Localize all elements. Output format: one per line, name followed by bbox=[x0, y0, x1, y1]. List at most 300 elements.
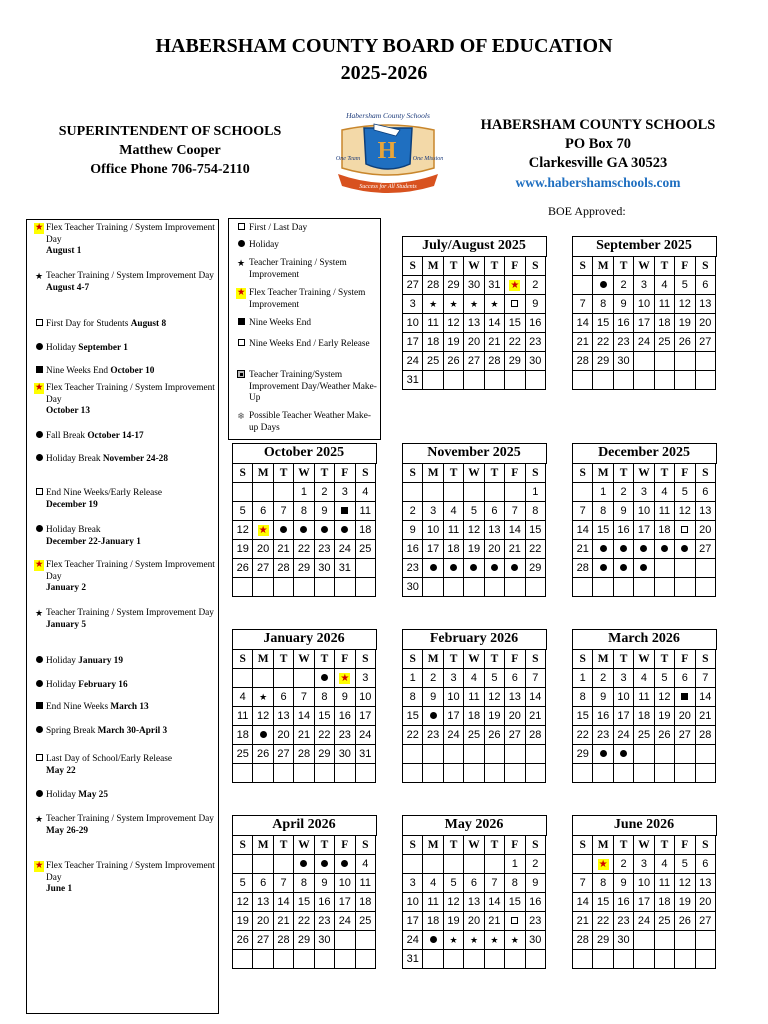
day-cell: 19 bbox=[675, 893, 695, 912]
day-cell bbox=[675, 931, 695, 950]
day-cell: 18 bbox=[355, 521, 375, 540]
dot-icon bbox=[620, 750, 627, 757]
month-calendar bbox=[232, 629, 376, 783]
day-cell bbox=[423, 483, 443, 502]
key-dates-panel bbox=[26, 219, 219, 1014]
month-calendar bbox=[572, 236, 716, 390]
key-date-text bbox=[46, 454, 215, 466]
day-cell bbox=[403, 483, 423, 502]
day-cell: 12 bbox=[233, 893, 253, 912]
day-cell bbox=[613, 540, 633, 559]
dot-icon bbox=[600, 545, 607, 552]
key-date-icon-slot bbox=[33, 271, 45, 284]
day-cell: 18 bbox=[654, 893, 674, 912]
day-cell bbox=[654, 540, 674, 559]
day-cell: 7 bbox=[525, 669, 545, 688]
day-cell bbox=[403, 745, 423, 764]
month-calendar bbox=[402, 443, 546, 597]
day-cell bbox=[525, 950, 545, 969]
day-cell: 21 bbox=[273, 912, 293, 931]
weekday-header: S bbox=[403, 836, 423, 855]
day-cell: 6 bbox=[505, 669, 525, 688]
day-cell: 3 bbox=[403, 295, 423, 314]
day-cell: 8 bbox=[294, 502, 314, 521]
weekday-header: S bbox=[573, 650, 593, 669]
day-cell bbox=[654, 559, 674, 578]
key-date-item bbox=[33, 656, 215, 668]
day-cell bbox=[423, 578, 443, 597]
day-cell: 3 bbox=[443, 669, 463, 688]
day-cell: 19 bbox=[464, 540, 484, 559]
month-title: November 2025 bbox=[427, 445, 521, 460]
weekday-header: S bbox=[525, 464, 545, 483]
legend-item bbox=[235, 318, 380, 330]
day-cell bbox=[294, 669, 314, 688]
day-cell bbox=[443, 764, 463, 783]
day-cell: 25 bbox=[654, 333, 674, 352]
day-cell bbox=[273, 855, 293, 874]
weekday-header: T bbox=[613, 650, 633, 669]
day-cell bbox=[675, 950, 695, 969]
legend-icon-slot bbox=[235, 370, 247, 383]
day-cell bbox=[253, 726, 273, 745]
day-cell: 20 bbox=[464, 912, 484, 931]
day-cell: 24 bbox=[355, 726, 375, 745]
key-date-icon-slot bbox=[33, 431, 45, 443]
key-date-text bbox=[46, 488, 215, 511]
day-cell bbox=[484, 855, 504, 874]
dot-icon bbox=[36, 726, 43, 733]
weekday-header: S bbox=[403, 650, 423, 669]
filled-square-icon bbox=[341, 507, 348, 514]
day-cell: 18 bbox=[443, 540, 463, 559]
day-cell bbox=[443, 745, 463, 764]
weekday-header: S bbox=[695, 650, 715, 669]
day-cell bbox=[695, 745, 715, 764]
day-cell: 5 bbox=[675, 276, 695, 295]
day-cell: 23 bbox=[335, 726, 355, 745]
logo-bottom-text: Success for All Students bbox=[359, 184, 417, 190]
weekday-header: F bbox=[505, 464, 525, 483]
day-cell bbox=[443, 559, 463, 578]
key-date-icon-slot bbox=[33, 560, 45, 572]
day-cell: 14 bbox=[695, 688, 715, 707]
day-cell: 30 bbox=[403, 578, 423, 597]
day-cell: 7 bbox=[484, 874, 504, 893]
key-date-text bbox=[46, 366, 215, 378]
day-cell: 10 bbox=[423, 521, 443, 540]
flex-star-icon: ★ bbox=[236, 288, 246, 298]
key-date-value: November 24-28 bbox=[102, 454, 168, 464]
day-cell bbox=[634, 578, 654, 597]
day-cell: 3 bbox=[335, 483, 355, 502]
day-cell bbox=[294, 578, 314, 597]
day-cell: 8 bbox=[505, 874, 525, 893]
day-cell: 15 bbox=[525, 521, 545, 540]
day-cell bbox=[314, 764, 334, 783]
day-cell: 25 bbox=[233, 745, 253, 764]
day-cell bbox=[634, 540, 654, 559]
weekday-header: T bbox=[484, 257, 504, 276]
key-date-description: Teacher Training / System Improvement Day bbox=[46, 814, 214, 824]
day-cell: 16 bbox=[403, 540, 423, 559]
dot-icon bbox=[260, 731, 267, 738]
day-cell bbox=[613, 764, 633, 783]
weekday-header: W bbox=[294, 464, 314, 483]
hollow-square-icon bbox=[511, 917, 518, 924]
day-cell bbox=[484, 295, 504, 314]
day-cell bbox=[443, 578, 463, 597]
day-cell: 16 bbox=[525, 314, 545, 333]
day-cell bbox=[355, 931, 375, 950]
key-date-text bbox=[46, 680, 215, 692]
day-cell: 28 bbox=[525, 726, 545, 745]
day-cell bbox=[443, 371, 463, 390]
day-cell: 5 bbox=[675, 483, 695, 502]
day-cell bbox=[423, 931, 443, 950]
day-cell bbox=[423, 371, 443, 390]
day-cell: 6 bbox=[695, 483, 715, 502]
legend-icon-slot bbox=[235, 411, 247, 424]
key-date-value: December 22-January 1 bbox=[46, 536, 141, 547]
day-cell bbox=[525, 745, 545, 764]
day-cell bbox=[505, 578, 525, 597]
website-link[interactable]: www.habershamschools.com bbox=[515, 175, 681, 190]
day-cell bbox=[253, 669, 273, 688]
day-cell: 6 bbox=[253, 502, 273, 521]
day-cell: 11 bbox=[233, 707, 253, 726]
weekday-header: W bbox=[634, 836, 654, 855]
key-date-value: October 14-17 bbox=[87, 431, 144, 441]
key-date-item bbox=[33, 319, 215, 331]
day-cell: 27 bbox=[403, 276, 423, 295]
day-cell bbox=[335, 950, 355, 969]
key-date-item bbox=[33, 454, 215, 466]
key-date-item bbox=[33, 814, 215, 837]
day-cell: 9 bbox=[613, 502, 633, 521]
dot-icon bbox=[640, 564, 647, 571]
day-cell: 15 bbox=[505, 893, 525, 912]
day-cell: 4 bbox=[654, 276, 674, 295]
day-cell: 2 bbox=[613, 276, 633, 295]
dot-icon bbox=[470, 564, 477, 571]
day-cell: 20 bbox=[253, 912, 273, 931]
dot-icon bbox=[36, 790, 43, 797]
day-cell bbox=[335, 855, 355, 874]
day-cell: 14 bbox=[294, 707, 314, 726]
day-cell bbox=[505, 745, 525, 764]
key-date-icon-slot bbox=[33, 680, 45, 692]
day-cell bbox=[464, 578, 484, 597]
dot-icon bbox=[321, 526, 328, 533]
dot-icon bbox=[600, 281, 607, 288]
dot-icon bbox=[280, 526, 287, 533]
key-date-item bbox=[33, 702, 215, 714]
weekday-header: W bbox=[634, 257, 654, 276]
day-cell: 1 bbox=[294, 483, 314, 502]
star-icon: ★ bbox=[259, 692, 268, 702]
day-cell: 16 bbox=[613, 314, 633, 333]
day-cell bbox=[273, 764, 293, 783]
legend-text: First / Last Day bbox=[249, 223, 308, 233]
key-date-value: June 1 bbox=[46, 884, 73, 894]
day-cell: 9 bbox=[613, 295, 633, 314]
key-date-description: Holiday bbox=[46, 656, 79, 666]
day-cell: 12 bbox=[675, 874, 695, 893]
weekday-header: S bbox=[355, 464, 375, 483]
day-cell: 15 bbox=[505, 314, 525, 333]
weekday-header: W bbox=[294, 836, 314, 855]
star-icon: ★ bbox=[490, 935, 499, 945]
key-date-item bbox=[33, 560, 215, 595]
day-cell: 26 bbox=[253, 745, 273, 764]
legend-icon-slot bbox=[235, 318, 247, 330]
dot-icon bbox=[36, 656, 43, 663]
legend-item bbox=[235, 288, 380, 311]
day-cell bbox=[314, 855, 334, 874]
day-cell: 14 bbox=[505, 521, 525, 540]
month-title: October 2025 bbox=[263, 445, 345, 460]
key-date-value: August 1 bbox=[46, 246, 82, 256]
day-cell bbox=[335, 669, 355, 688]
key-date-text bbox=[46, 790, 215, 802]
star-icon: ★ bbox=[429, 299, 438, 309]
day-cell: 1 bbox=[403, 669, 423, 688]
key-date-icon-slot bbox=[33, 366, 45, 378]
weekday-header: W bbox=[464, 836, 484, 855]
key-date-item bbox=[33, 488, 215, 511]
day-cell: 15 bbox=[593, 893, 613, 912]
day-cell: 18 bbox=[654, 521, 674, 540]
day-cell bbox=[675, 745, 695, 764]
day-cell bbox=[634, 745, 654, 764]
day-cell: 21 bbox=[294, 726, 314, 745]
day-cell bbox=[613, 950, 633, 969]
day-cell: 26 bbox=[484, 726, 504, 745]
day-cell bbox=[613, 559, 633, 578]
day-cell bbox=[423, 745, 443, 764]
flex-star-icon: ★ bbox=[34, 560, 44, 570]
day-cell: 18 bbox=[654, 314, 674, 333]
star-icon: ★ bbox=[469, 299, 479, 309]
key-date-value: August 4-7 bbox=[46, 282, 90, 293]
key-date-text bbox=[46, 726, 215, 738]
day-cell: 2 bbox=[423, 669, 443, 688]
day-cell: 2 bbox=[593, 669, 613, 688]
month-title: July/August 2025 bbox=[422, 238, 526, 253]
day-cell: 24 bbox=[335, 912, 355, 931]
key-date-description: Holiday Break bbox=[46, 454, 103, 464]
day-cell bbox=[593, 540, 613, 559]
key-date-description: Fall Break bbox=[46, 431, 88, 441]
day-cell: 11 bbox=[423, 314, 443, 333]
day-cell bbox=[233, 669, 253, 688]
day-cell bbox=[484, 764, 504, 783]
day-cell: 22 bbox=[403, 726, 423, 745]
day-cell bbox=[335, 578, 355, 597]
city-state-zip: Clarkesville GA 30523 bbox=[528, 155, 668, 171]
day-cell: 11 bbox=[355, 874, 375, 893]
key-date-icon-slot bbox=[33, 790, 45, 802]
day-cell: 9 bbox=[613, 874, 633, 893]
key-date-value: October 13 bbox=[46, 406, 90, 416]
key-date-text bbox=[46, 319, 215, 331]
weekday-header: S bbox=[355, 836, 375, 855]
weekday-header: F bbox=[675, 257, 695, 276]
day-cell: 10 bbox=[634, 874, 654, 893]
day-cell bbox=[505, 276, 525, 295]
day-cell bbox=[634, 352, 654, 371]
dot-icon bbox=[36, 680, 43, 687]
day-cell bbox=[695, 559, 715, 578]
day-cell: 16 bbox=[613, 521, 633, 540]
month-frame bbox=[232, 629, 377, 650]
day-cell: 22 bbox=[593, 333, 613, 352]
key-date-value: September 1 bbox=[78, 343, 128, 353]
day-cell: 21 bbox=[505, 540, 525, 559]
day-cell bbox=[573, 371, 593, 390]
day-cell bbox=[355, 559, 375, 578]
legend-text: Flex Teacher Training / System Improvement bbox=[249, 288, 366, 310]
dot-icon bbox=[620, 545, 627, 552]
day-cell: 28 bbox=[695, 726, 715, 745]
day-cell: 28 bbox=[484, 352, 504, 371]
day-cell bbox=[355, 764, 375, 783]
legend-icon-slot bbox=[235, 240, 247, 252]
weekday-header: S bbox=[403, 464, 423, 483]
day-cell: 12 bbox=[484, 688, 504, 707]
day-cell: 6 bbox=[675, 669, 695, 688]
month-calendar bbox=[402, 236, 546, 390]
weekday-header: T bbox=[613, 257, 633, 276]
day-cell: 25 bbox=[355, 540, 375, 559]
day-cell: 29 bbox=[294, 559, 314, 578]
flex-star-icon: ★ bbox=[598, 859, 608, 870]
day-cell bbox=[403, 855, 423, 874]
key-date-text bbox=[46, 861, 215, 896]
day-cell: 13 bbox=[253, 893, 273, 912]
day-cell bbox=[634, 950, 654, 969]
day-cell: 14 bbox=[573, 521, 593, 540]
key-date-description: Flex Teacher Training / System Improvement Day bbox=[46, 861, 215, 883]
weekday-header: T bbox=[654, 464, 674, 483]
key-date-icon-slot bbox=[33, 608, 45, 621]
day-cell bbox=[464, 931, 484, 950]
day-cell: 8 bbox=[403, 688, 423, 707]
day-cell bbox=[505, 559, 525, 578]
key-date-icon-slot bbox=[33, 383, 45, 395]
key-date-description: Holiday bbox=[46, 790, 79, 800]
day-cell bbox=[233, 483, 253, 502]
day-cell: 17 bbox=[355, 707, 375, 726]
day-cell: 5 bbox=[464, 502, 484, 521]
board-title: HABERSHAM COUNTY BOARD OF EDUCATION bbox=[155, 35, 613, 57]
key-date-value: March 13 bbox=[110, 702, 149, 712]
day-cell bbox=[593, 371, 613, 390]
key-date-value: December 19 bbox=[46, 499, 98, 510]
day-cell: 12 bbox=[443, 314, 463, 333]
legend-text: Teacher Training / System Improvement bbox=[249, 258, 347, 280]
day-cell: 15 bbox=[593, 314, 613, 333]
key-date-icon-slot bbox=[33, 702, 45, 714]
weekday-header: T bbox=[654, 257, 674, 276]
weekday-header: S bbox=[573, 464, 593, 483]
day-cell: 2 bbox=[613, 483, 633, 502]
day-cell: 30 bbox=[464, 276, 484, 295]
day-cell: 31 bbox=[403, 950, 423, 969]
day-cell bbox=[484, 483, 504, 502]
day-cell: 12 bbox=[464, 521, 484, 540]
day-cell: 27 bbox=[695, 912, 715, 931]
weekday-header: T bbox=[443, 836, 463, 855]
day-cell: 24 bbox=[634, 912, 654, 931]
key-date-value: January 5 bbox=[46, 619, 87, 630]
day-cell bbox=[253, 578, 273, 597]
day-cell: 21 bbox=[273, 540, 293, 559]
day-cell: 21 bbox=[573, 333, 593, 352]
month-frame bbox=[572, 815, 717, 836]
day-cell: 1 bbox=[593, 483, 613, 502]
day-cell: 13 bbox=[464, 314, 484, 333]
flex-star-icon: ★ bbox=[34, 383, 44, 393]
boe-approved-label: BOE Approved: bbox=[548, 204, 626, 218]
dot-icon bbox=[36, 525, 43, 532]
day-cell bbox=[654, 745, 674, 764]
day-cell bbox=[675, 559, 695, 578]
key-date-value: May 22 bbox=[46, 765, 76, 776]
legend-item bbox=[235, 370, 380, 405]
day-cell bbox=[654, 352, 674, 371]
weekday-header: T bbox=[654, 650, 674, 669]
weekday-header: T bbox=[443, 650, 463, 669]
legend-text: Holiday bbox=[249, 240, 279, 250]
day-cell: 4 bbox=[423, 874, 443, 893]
day-cell: 18 bbox=[233, 726, 253, 745]
day-cell: 7 bbox=[294, 688, 314, 707]
day-cell: 10 bbox=[403, 893, 423, 912]
day-cell: 7 bbox=[573, 502, 593, 521]
weekday-header: M bbox=[593, 650, 613, 669]
day-cell: 23 bbox=[525, 333, 545, 352]
month-title: January 2026 bbox=[263, 631, 345, 646]
day-cell: 1 bbox=[525, 483, 545, 502]
day-cell: 10 bbox=[355, 688, 375, 707]
day-cell: 26 bbox=[675, 333, 695, 352]
weekday-header: W bbox=[464, 257, 484, 276]
day-cell: 13 bbox=[695, 502, 715, 521]
weekday-header: W bbox=[634, 650, 654, 669]
month-calendar bbox=[232, 443, 376, 597]
weekday-header: T bbox=[314, 836, 334, 855]
day-cell: 28 bbox=[573, 931, 593, 950]
day-cell bbox=[695, 352, 715, 371]
day-cell bbox=[464, 483, 484, 502]
day-cell: 24 bbox=[403, 352, 423, 371]
key-date-item bbox=[33, 343, 215, 355]
key-date-icon-slot bbox=[33, 488, 45, 500]
key-date-text bbox=[46, 814, 215, 837]
legend-icon-slot bbox=[235, 288, 247, 300]
day-cell: 30 bbox=[613, 931, 633, 950]
day-cell: 3 bbox=[613, 669, 633, 688]
day-cell: 5 bbox=[675, 855, 695, 874]
weekday-header: S bbox=[695, 836, 715, 855]
weekday-header: M bbox=[593, 257, 613, 276]
hollow-square-icon bbox=[681, 526, 688, 533]
key-date-value: January 19 bbox=[78, 656, 123, 666]
day-cell: 28 bbox=[294, 745, 314, 764]
day-cell: 7 bbox=[573, 874, 593, 893]
